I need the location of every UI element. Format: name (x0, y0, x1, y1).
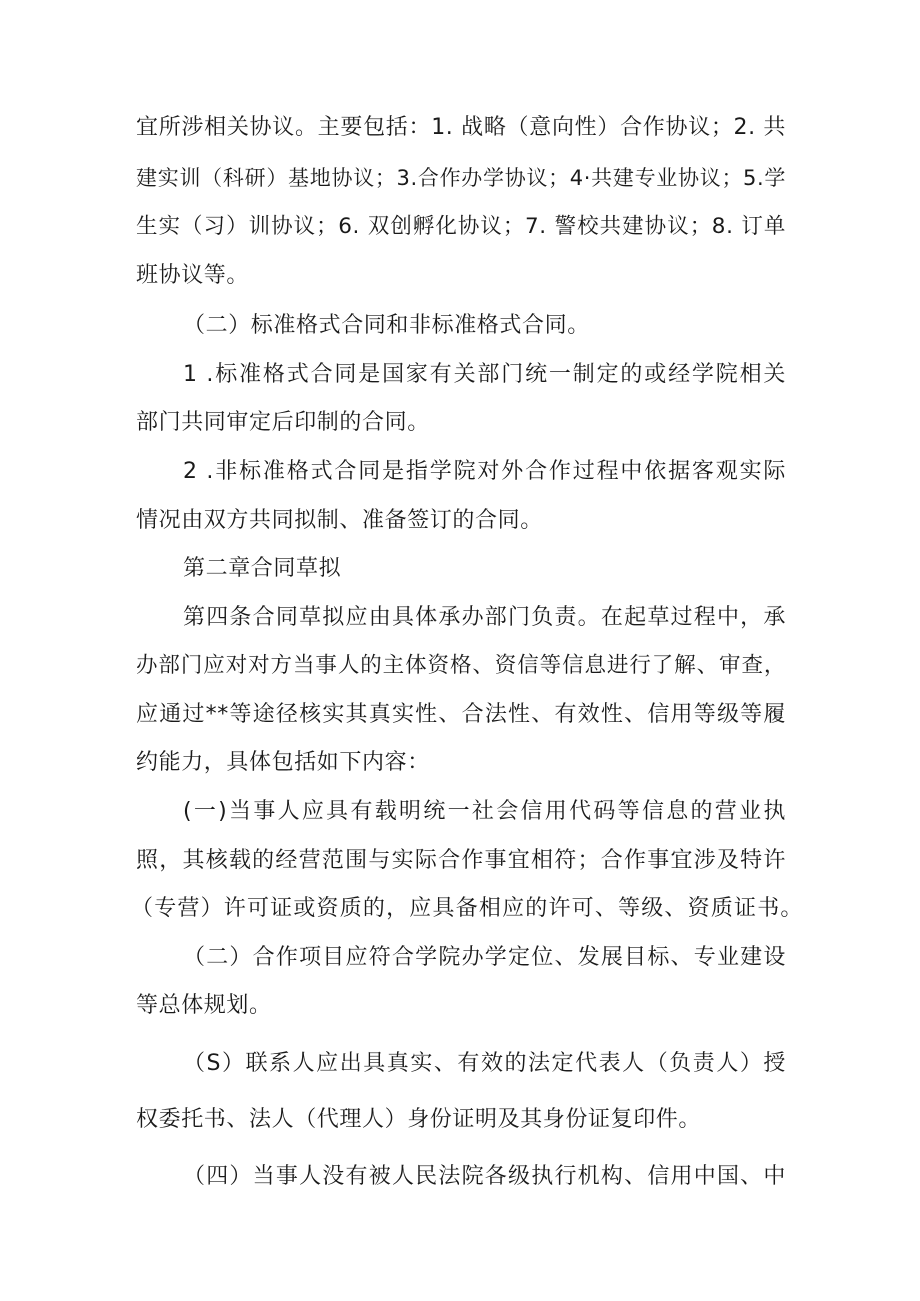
text-line-21: 权委托书、法人（代理人）身份证明及其身份证复印件。 (136, 1107, 702, 1132)
chapter-heading: 第二章合同草拟 (183, 556, 342, 581)
text-line-3: 生实（习）训协议；6. 双创孵化协议；7. 警校共建协议；8. 订单 (136, 214, 786, 239)
text-line-11: 第四条合同草拟应由具体承办部门负责。在起草过程中，承 (183, 605, 786, 630)
text-line-22: （四）当事人没有被人民法院各级执行机构、信用中国、中 (183, 1164, 786, 1189)
text-line-5: （二）标准格式合同和非标准格式合同。 (183, 313, 590, 338)
text-line-13: 应通过**等途径核实其真实性、合法性、有效性、信用等级等履 (136, 702, 786, 727)
text-line-19: 等总体规划。 (136, 993, 272, 1018)
text-line-9: 情况由双方共同拟制、准备签订的合同。 (136, 508, 543, 533)
text-line-8: 2 .非标准格式合同是指学院对外合作过程中依据客观实际 (183, 459, 786, 484)
text-line-20: （S）联系人应出具真实、有效的法定代表人（负责人）授 (183, 1051, 786, 1076)
text-line-2: 建实训（科研）基地协议；3.合作办学协议；4·共建专业协议；5.学 (136, 166, 786, 190)
text-line-4: 班协议等。 (136, 263, 250, 288)
text-line-12: 办部门应对对方当事人的主体资格、资信等信息进行了解、审查， (136, 653, 786, 678)
text-line-16: 照，其核载的经营范围与实际合作事宜相符；合作事宜涉及特许 (136, 848, 786, 873)
text-line-1: 宜所涉相关协议。主要包括：1. 战略（意向性）合作协议；2. 共 (136, 115, 786, 140)
text-line-17: （专营）许可证或资质的，应具备相应的许可、等级、资质证书。 (131, 896, 803, 921)
text-line-7: 部门共同审定后印制的合同。 (136, 410, 430, 435)
text-line-14: 约能力，具体包括如下内容： (136, 750, 430, 775)
text-line-18: （二）合作项目应符合学院办学定位、发展目标、专业建设 (183, 945, 786, 970)
text-line-15: (一)当事人应具有载明统一社会信用代码等信息的营业执 (183, 799, 786, 824)
text-line-6: 1 .标准格式合同是国家有关部门统一制定的或经学院相关 (183, 362, 786, 387)
